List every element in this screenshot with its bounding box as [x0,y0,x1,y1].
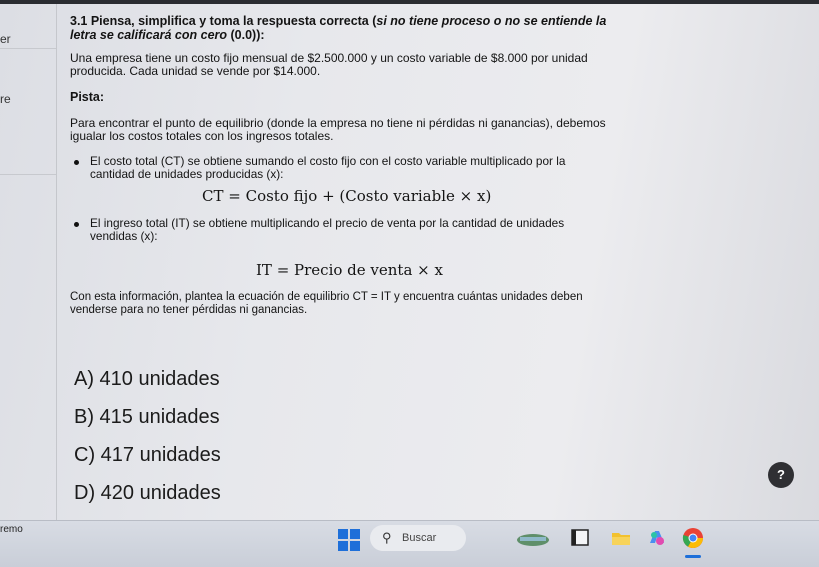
answer-option-b[interactable]: B) 415 unidades [74,406,220,428]
chrome-icon[interactable] [682,527,704,549]
taskbar-search[interactable] [370,525,466,551]
formula-ct: CT = Costo fijo + (Costo variable × x) [202,187,492,205]
list-item: El costo total (CT) se obtiene sumando el costo fijo con el costo variable multiplicado por la cantidad de unidades producidas (x): [70,155,610,181]
folder-icon[interactable] [610,527,632,549]
hint-text: Para encontrar el punto de equilibrio (donde la empresa no tiene ni pérdidas ni ganancias), debemos igualar los costos totales con los ingresos totales. [70,116,606,143]
help-button[interactable]: ? [768,462,794,488]
search-icon: ⚲ [382,530,392,545]
taskbar [0,520,819,567]
answer-option-d[interactable]: D) 420 unidades [74,482,221,504]
bullet-icon [74,160,79,165]
side-text-fragment: er [0,32,11,46]
bullet-icon [74,222,79,227]
windows-start-icon[interactable] [338,529,360,551]
answer-options [74,366,221,518]
answer-option-a[interactable]: A) 410 unidades [74,368,220,390]
hint-label: Pista: [70,90,105,104]
instruction-text: Con esta información, plantea la ecuación de equilibrio CT = IT y encuentra cuántas unidades deben venderse para no tener pérdidas ni ganancias. [70,291,583,316]
side-text-fragment: re [0,92,11,106]
formula-it: IT = Precio de venta × x [256,261,443,279]
answer-option-c[interactable]: C) 417 unidades [74,444,221,466]
desktop-icon[interactable] [570,527,592,549]
side-panel [0,4,57,520]
active-app-indicator [685,555,701,558]
search-placeholder: Buscar [402,532,437,544]
browser-viewport [0,4,819,520]
list-item: El ingreso total (IT) se obtiene multiplicando el precio de venta por la cantidad de unidades vendidas (x): [70,217,610,243]
divider [0,174,56,175]
question-content [70,14,610,317]
taskbar-text: remo [0,524,23,535]
copilot-icon[interactable] [646,527,668,549]
problem-statement: Una empresa tiene un costo fijo mensual de $2.500.000 y un costo variable de $8.000 por unidad producida. Cada unidad se vende por $14.000. [70,51,588,78]
divider [0,48,56,49]
weather-widget-icon[interactable] [516,527,550,549]
question-title: 3.1 Piensa, simplifica y toma la respuesta correcta (si no tiene proceso o no se entiende la letra se calificará con cero (0.0)): [70,14,607,42]
